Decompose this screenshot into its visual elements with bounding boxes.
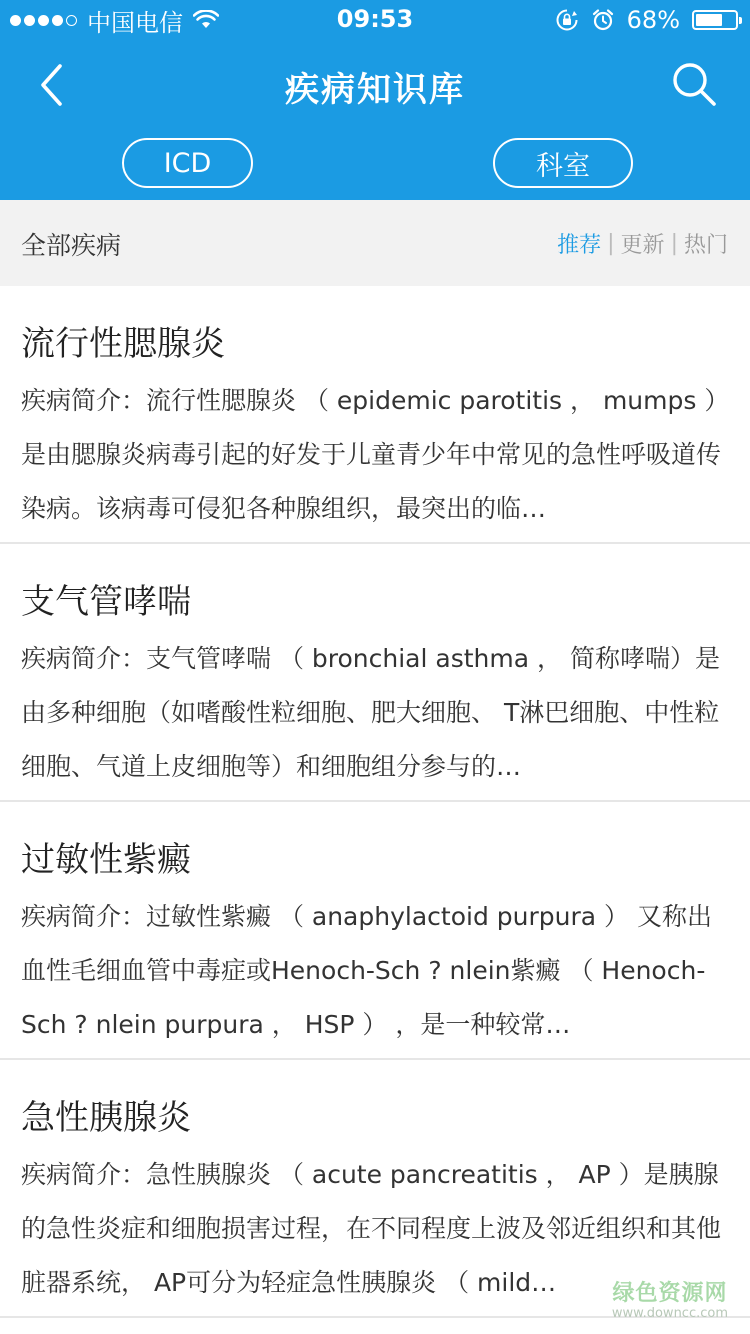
disease-title: 急性胰腺炎	[21, 1098, 191, 1138]
disease-title: 流行性腮腺炎	[21, 324, 225, 364]
carrier-label: 中国电信	[87, 8, 183, 37]
list-item[interactable]	[0, 286, 750, 544]
status-right	[555, 5, 738, 35]
sort-tabs	[557, 228, 728, 259]
filter-title: 全部疾病	[21, 231, 122, 260]
disease-title: 过敏性紫癜	[21, 840, 191, 880]
watermark-text: 绿色资源网	[612, 1281, 728, 1306]
battery-level	[696, 14, 722, 26]
navbar	[0, 40, 750, 132]
disease-list	[0, 286, 750, 1321]
department-button[interactable]: 科室	[493, 138, 633, 188]
list-item[interactable]	[0, 802, 750, 1060]
rotation-lock-icon	[555, 8, 579, 32]
filter-bar	[0, 200, 750, 286]
list-item[interactable]	[0, 1060, 750, 1321]
disease-description: 疾病简介：过敏性紫癜 （ anaphylactoid purpura ） 又称出血性毛细血管中毒症或Henoch-Sch ? nlein紫癜 （ Henoch-Sch ? nlein purpura ， HSP ） ，是一种较常…	[21, 902, 712, 1039]
status-bar	[0, 0, 750, 40]
tab-recommended[interactable]: 推荐	[557, 233, 602, 258]
watermark-logo	[612, 1283, 728, 1320]
disease-title: 支气管哮喘	[21, 582, 191, 622]
alarm-icon	[591, 8, 615, 32]
page-title: 疾病知识库	[285, 70, 465, 110]
disease-description: 疾病简介：支气管哮喘 （ bronchial asthma ， 简称哮喘）是由多种细胞（如嗜酸性粒细胞、肥大细胞、 T淋巴细胞、中性粒细胞、气道上皮细胞等）和细胞组分参与的…	[21, 644, 720, 781]
icd-button[interactable]: ICD	[122, 138, 253, 188]
tab-updated[interactable]: 更新	[620, 233, 665, 258]
list-item[interactable]	[0, 544, 750, 802]
tab-separator: |	[670, 231, 678, 256]
search-icon[interactable]	[668, 58, 720, 110]
watermark-url: www.downcc.com	[611, 1306, 728, 1321]
tab-popular[interactable]: 热门	[683, 233, 728, 258]
disease-description: 疾病简介：流行性腮腺炎 （ epidemic parotitis ， mumps ）是由腮腺炎病毒引起的好发于儿童青少年中常见的急性呼吸道传染病。该病毒可侵犯各种腺组织，最突出的临…	[21, 386, 722, 523]
battery-percent: 68%	[626, 6, 680, 34]
disease-description: 疾病简介：急性胰腺炎 （ acute pancreatitis ， AP ）是胰腺的急性炎症和细胞损害过程，在不同程度上波及邻近组织和其他脏器系统， AP可分为轻症急性胰腺炎 （ mild…	[21, 1160, 722, 1297]
battery-icon	[692, 10, 738, 30]
app-header	[0, 0, 750, 200]
tab-separator: |	[607, 231, 615, 256]
status-time: 09:53	[336, 5, 414, 33]
